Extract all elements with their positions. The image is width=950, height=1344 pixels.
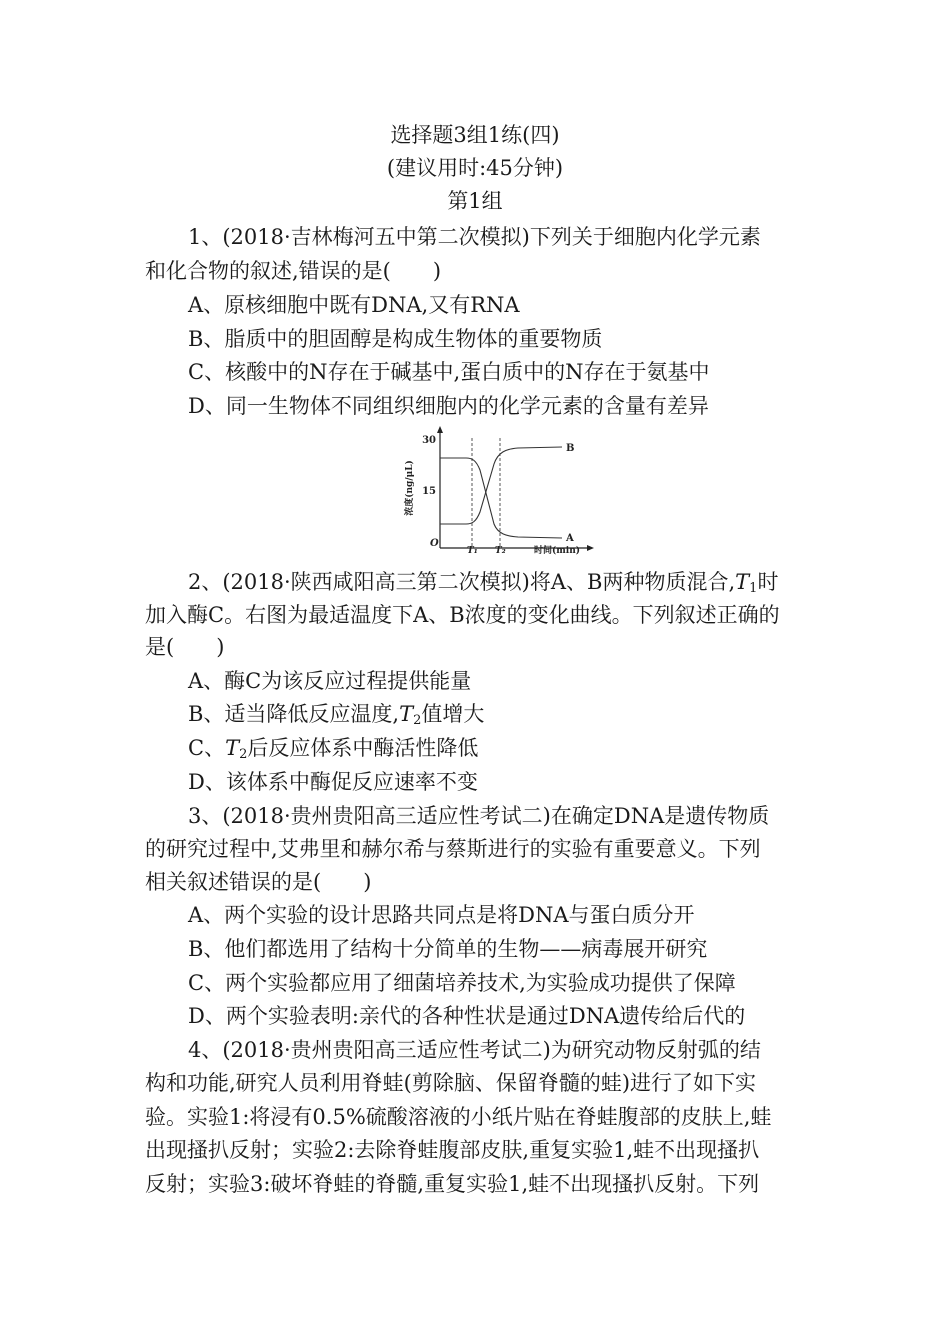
q1-option-b: B、脂质中的胆固醇是构成生物体的重要物质 (188, 327, 603, 351)
q2-stem-line3: 是( ) (145, 635, 225, 659)
q4-stem-line3: 验。实验1:将浸有0.5%硫酸溶液的小纸片贴在脊蛙腹部的皮肤上,蛙 (145, 1105, 772, 1129)
concentration-chart (400, 424, 600, 556)
series-b-label: B (566, 443, 575, 454)
series-a-line (440, 458, 562, 538)
q2-option-d: D、该体系中酶促反应速率不变 (188, 770, 478, 794)
q2-option-a: A、酶C为该反应过程提供能量 (188, 669, 472, 693)
origin-label: O (430, 538, 439, 549)
q3-option-c: C、两个实验都应用了细菌培养技术,为实验成功提供了保障 (188, 971, 736, 995)
q2-stem-line1: 2、(2018·陕西咸阳高三第二次模拟)将A、B两种物质混合$,T_1$时 (188, 570, 779, 596)
q1-option-c: C、核酸中的N存在于碱基中,蛋白质中的N存在于氨基中 (188, 360, 710, 384)
q4-stem-line2: 构和功能,研究人员利用脊蛙(剪除脑、保留脊髓的蛙)进行了如下实 (145, 1071, 757, 1095)
q4-stem-line1: 4、(2018·贵州贵阳高三适应性考试二)为研究动物反射弧的结 (188, 1038, 761, 1062)
time-note: (建议用时:45分钟) (386, 156, 564, 180)
q3-stem-line1: 3、(2018·贵州贵阳高三适应性考试二)在确定DNA是遗传物质 (188, 804, 770, 828)
page-title: 选择题3组1练(四) (390, 123, 560, 147)
q3-stem-line2: 的研究过程中,艾弗里和赫尔希与蔡斯进行的实验有重要意义。下列 (145, 837, 761, 861)
q4-stem-line5: 反射；实验3:破坏脊蛙的脊髓,重复实验1,蛙不出现搔扒反射。下列 (145, 1172, 760, 1196)
q2-option-c: C、$T_2$后反应体系中酶活性降低 (188, 736, 479, 762)
q1-option-d: D、同一生物体不同组织细胞内的化学元素的含量有差异 (188, 394, 709, 418)
series-a-label: A (566, 533, 574, 544)
q3-option-b: B、他们都选用了结构十分简单的生物——病毒展开研究 (188, 937, 708, 961)
q4-stem-line4: 出现搔扒反射；实验2:去除脊蛙腹部皮肤,重复实验1,蛙不出现搔扒 (145, 1138, 760, 1162)
group-heading: 第1组 (447, 189, 503, 213)
t1-label: T₁ (467, 546, 478, 556)
y-tick-15: 15 (422, 486, 436, 497)
q1-stem-line1: 1、(2018·吉林梅河五中第二次模拟)下列关于细胞内化学元素 (188, 225, 761, 249)
q3-option-d: D、两个实验表明:亲代的各种性状是通过DNA遗传给后代的 (188, 1004, 746, 1028)
q2-stem-line2: 加入酶C。右图为最适温度下A、B浓度的变化曲线。下列叙述正确的 (145, 603, 780, 627)
q1-stem-line2: 和化合物的叙述,错误的是( ) (145, 259, 442, 283)
q2-option-b: B、适当降低反应温度$,T_2$值增大 (188, 702, 485, 728)
q1-option-a: A、原核细胞中既有DNA,又有RNA (188, 293, 520, 317)
y-tick-30: 30 (422, 435, 436, 446)
q3-option-a: A、两个实验的设计思路共同点是将DNA与蛋白质分开 (188, 903, 695, 927)
t2-label: T₂ (495, 546, 506, 556)
y-axis (437, 426, 443, 548)
y-axis-label: 浓度(ng/μL) (405, 460, 415, 516)
q3-stem-line3: 相关叙述错误的是( ) (145, 870, 372, 894)
x-axis-label: 时间(min) (534, 546, 581, 556)
